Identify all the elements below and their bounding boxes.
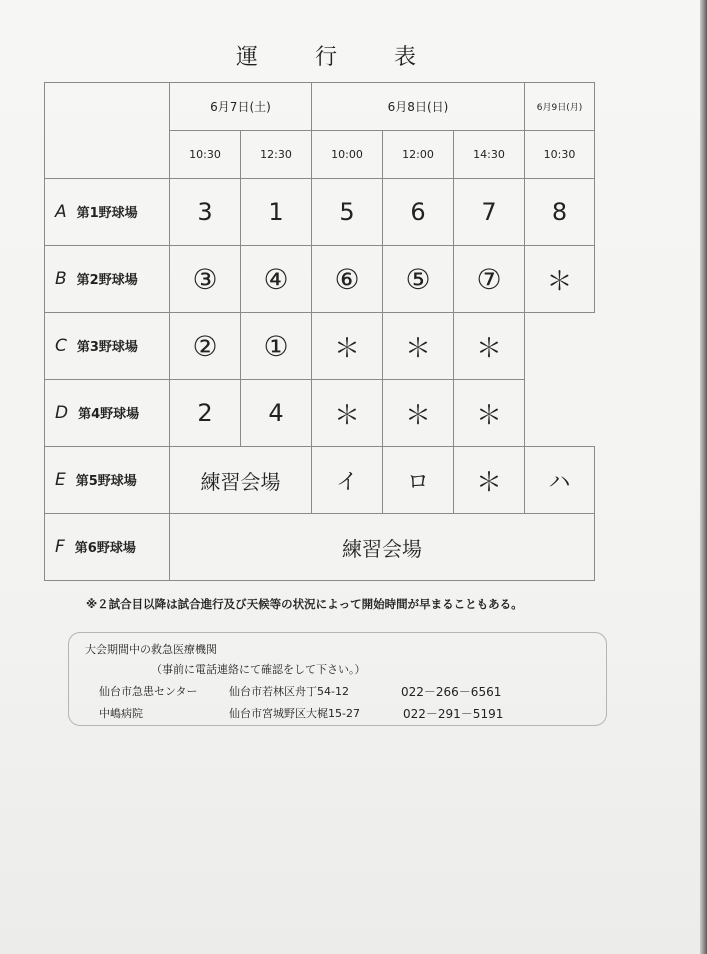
time-header: 12:30 <box>241 131 312 179</box>
corner-cell <box>45 83 170 179</box>
date-header: 6月7日(土) <box>170 83 312 131</box>
field-label <box>45 246 170 313</box>
game-cell: 3 <box>170 179 241 246</box>
field-name: 第2野球場 <box>76 273 138 288</box>
field-letter: A <box>55 202 67 222</box>
game-cell: 7 <box>454 179 525 246</box>
empty-cell <box>525 380 595 447</box>
field-name: 第5野球場 <box>75 474 137 489</box>
schedule-note: ※２試合目以降は試合進行及び天候等の状況によって開始時間が早まることもある。 <box>86 597 523 611</box>
game-cell: ④ <box>241 246 312 313</box>
medical-subheading: （事前に電話連絡にて確認をして下さい。） <box>151 663 366 676</box>
game-cell: 8 <box>525 179 595 246</box>
table-row <box>45 447 595 514</box>
game-cell: 5 <box>312 179 383 246</box>
game-cell: ＊ <box>454 447 525 514</box>
facility-phone: 022－291－5191 <box>403 707 504 721</box>
game-cell: 6 <box>383 179 454 246</box>
game-cell: 1 <box>241 179 312 246</box>
game-cell: ＊ <box>383 313 454 380</box>
game-cell: 2 <box>170 380 241 447</box>
field-label <box>45 447 170 514</box>
field-label <box>45 313 170 380</box>
time-header: 12:00 <box>383 131 454 179</box>
empty-cell <box>525 313 595 380</box>
game-cell: ② <box>170 313 241 380</box>
game-cell: ＊ <box>383 380 454 447</box>
practice-venue-cell: 練習会場 <box>170 514 595 581</box>
game-cell: ＊ <box>454 380 525 447</box>
field-letter: E <box>55 470 66 490</box>
title-char: 行 <box>314 45 337 70</box>
game-cell: ＊ <box>454 313 525 380</box>
title-char: 表 <box>393 45 416 70</box>
game-cell: ⑤ <box>383 246 454 313</box>
schedule-table <box>44 82 595 581</box>
game-cell: ハ <box>525 447 595 514</box>
paper-edge-shadow <box>700 0 707 954</box>
field-name: 第3野球場 <box>76 340 138 355</box>
game-cell: ＊ <box>312 380 383 447</box>
field-name: 第4野球場 <box>78 407 140 422</box>
facility-address: 仙台市宮城野区大梶15-27 <box>229 707 360 720</box>
title-char: 運 <box>236 45 259 70</box>
facility-name: 仙台市急患センター <box>99 685 198 698</box>
medical-info-box <box>68 632 607 726</box>
field-label <box>45 179 170 246</box>
game-cell: ＊ <box>312 313 383 380</box>
game-cell: ③ <box>170 246 241 313</box>
time-header: 10:00 <box>312 131 383 179</box>
table-row <box>45 313 595 380</box>
table-row <box>45 514 595 581</box>
facility-name: 中嶋病院 <box>99 707 143 720</box>
time-header: 10:30 <box>170 131 241 179</box>
field-name: 第1野球場 <box>76 206 138 221</box>
field-label <box>45 380 170 447</box>
practice-venue-cell: 練習会場 <box>170 447 312 514</box>
medical-heading: 大会期間中の救急医療機関 <box>85 643 217 656</box>
game-cell: ⑥ <box>312 246 383 313</box>
field-letter: D <box>55 403 69 423</box>
game-cell: ＊ <box>525 246 595 313</box>
field-name: 第6野球場 <box>74 541 136 556</box>
field-letter: F <box>55 537 65 557</box>
time-header: 14:30 <box>454 131 525 179</box>
field-label <box>45 514 170 581</box>
game-cell: ロ <box>383 447 454 514</box>
table-row <box>45 179 595 246</box>
game-cell: ① <box>241 313 312 380</box>
page-title <box>236 40 416 71</box>
game-cell: ⑦ <box>454 246 525 313</box>
game-cell: 4 <box>241 380 312 447</box>
field-letter: B <box>55 269 67 289</box>
facility-address: 仙台市若林区舟丁54-12 <box>229 685 349 698</box>
field-letter: C <box>55 336 67 356</box>
table-row <box>45 380 595 447</box>
time-header: 10:30 <box>525 131 595 179</box>
date-header: 6月9日(月) <box>525 83 595 131</box>
game-cell: イ <box>312 447 383 514</box>
facility-phone: 022－266－6561 <box>401 685 502 699</box>
table-row <box>45 246 595 313</box>
date-header: 6月8日(日) <box>312 83 525 131</box>
